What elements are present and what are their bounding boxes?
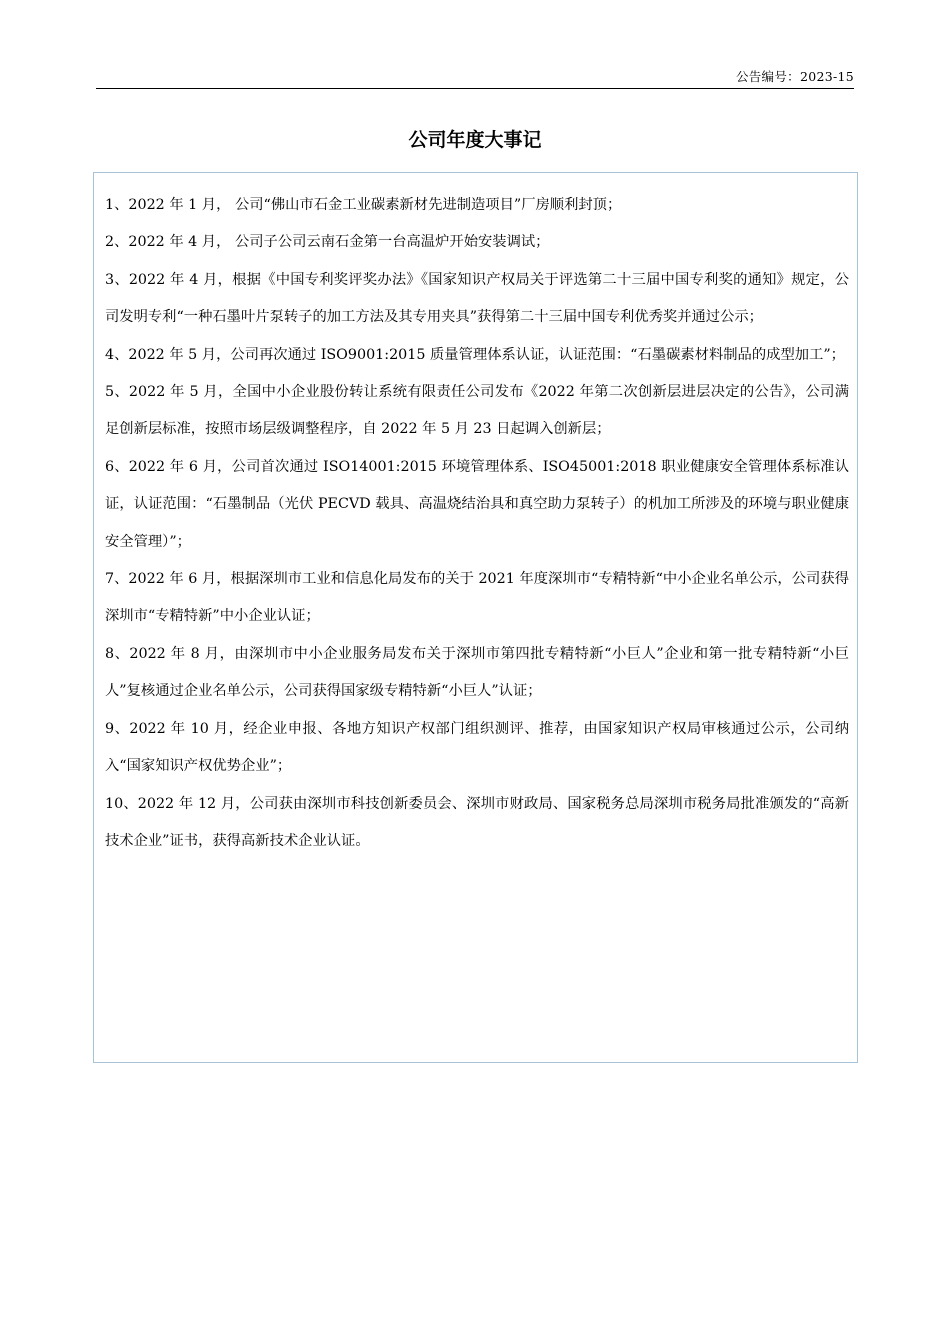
announcement-number: 公告编号：2023-15 <box>735 69 854 84</box>
event-item-6: 6、2022 年 6 月，公司首次通过 ISO14001:2015 环境管理体系、ISO45001:2018 职业健康安全管理体系标准认证，认证范围：“石墨制品（光伏 PECVD 载具、高温烧结治具和真空助力泵转子）的机加工所涉及的环境与职业健康安全管理）”； <box>105 458 849 550</box>
page-header <box>96 66 854 89</box>
event-item-7: 7、2022 年 6 月，根据深圳市工业和信息化局发布的关于 2021 年度深圳市“专精特新“中小企业名单公示，公司获得深圳市“专精特新”中小企业认证； <box>105 571 849 625</box>
event-item-10: 10、2022 年 12 月，公司获由深圳市科技创新委员会、深圳市财政局、国家税务总局深圳市税务局批准颁发的“高新技术企业”证书，获得高新技术企业认证。 <box>105 795 849 849</box>
event-item-2: 2、2022 年 4 月， 公司子公司云南石金第一台高温炉开始安装调试； <box>105 234 550 251</box>
events-box <box>93 172 858 1063</box>
page-title: 公司年度大事记 <box>408 129 542 151</box>
events-list <box>105 187 849 860</box>
event-item-9: 9、2022 年 10 月，经企业申报、各地方知识产权部门组织测评、推荐，由国家知识产权局审核通过公示，公司纳入“国家知识产权优势企业”； <box>105 720 849 775</box>
event-item-1: 1、2022 年 1 月， 公司“佛山市石金工业碳素新材先进制造项目”厂房顺利封顶； <box>105 197 622 213</box>
event-item-3: 3、2022 年 4 月，根据《中国专利奖评奖办法》《国家知识产权局关于评选第二十三届中国专利奖的通知》规定，公司发明专利“一种石墨叶片泵转子的加工方法及其专用夹具”获得第二十三届中国专利优秀奖并通过公示； <box>105 271 849 326</box>
event-item-4: 4、2022 年 5 月，公司再次通过 ISO9001:2015 质量管理体系认证，认证范围：“石墨碳素材料制品的成型加工”； <box>105 346 845 363</box>
event-item-8: 8、2022 年 8 月，由深圳市中小企业服务局发布关于深圳市第四批专精特新“小巨人”企业和第一批专精特新“小巨人”复核通过企业名单公示，公司获得国家级专精特新“小巨人”认证； <box>105 645 849 700</box>
event-item-5: 5、2022 年 5 月，全国中小企业股份转让系统有限责任公司发布《2022 年第二次创新层进层决定的公告》，公司满足创新层标准，按照市场层级调整程序，自 2022 年 5 月 23 日起调入创新层； <box>105 384 849 438</box>
